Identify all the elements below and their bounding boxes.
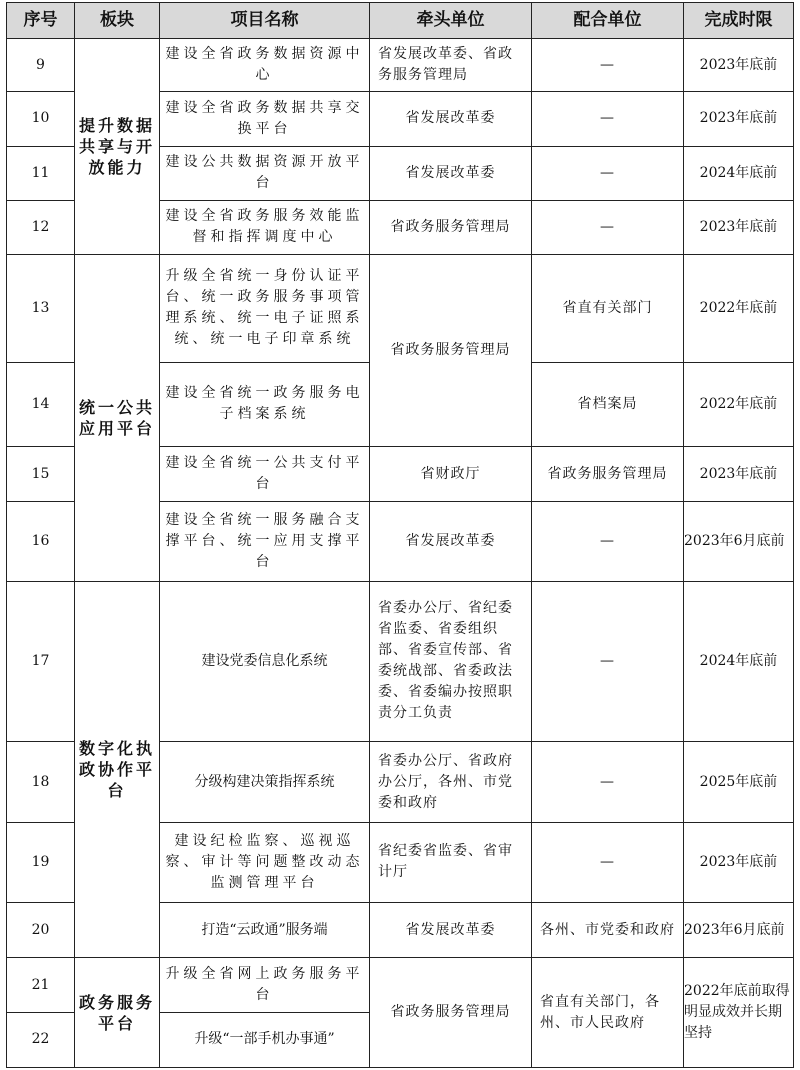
- deadline-cell: 2024年底前: [684, 146, 794, 200]
- deadline-cell: 2023年底前: [684, 92, 794, 146]
- table-row: [7, 581, 794, 742]
- lead-unit-cell: 省发展改革委: [370, 146, 532, 200]
- coop-unit-cell: —: [532, 146, 684, 200]
- deadline-cell: 2023年底前: [684, 200, 794, 254]
- lead-unit-cell: 省发展改革委: [370, 502, 532, 581]
- lead-unit-cell: 省发展改革委: [370, 903, 532, 958]
- seq-cell: 18: [7, 742, 75, 822]
- table-row: [7, 39, 794, 92]
- project-name-cell: 分级构建决策指挥系统: [160, 742, 370, 822]
- header-cell: 配合单位: [532, 3, 684, 39]
- seq-cell: 14: [7, 362, 75, 446]
- deadline-cell: 2023年底前: [684, 446, 794, 501]
- project-name-cell: 建设纪检监察、巡视巡察、审计等问题整改动态监测管理平台: [160, 822, 370, 902]
- lead-unit-cell: 省委办公厅、省政府办公厅，各州、市党委和政府: [370, 742, 532, 822]
- seq-cell: 13: [7, 255, 75, 363]
- coop-unit-cell: 省直有关部门，各州、市人民政府: [532, 958, 684, 1068]
- lead-unit-cell: 省政务服务管理局: [370, 255, 532, 447]
- seq-cell: 16: [7, 502, 75, 581]
- seq-cell: 19: [7, 822, 75, 902]
- seq-cell: 17: [7, 581, 75, 742]
- sector-cell: 统一公共应用平台: [75, 255, 160, 582]
- project-schedule-table: [6, 2, 794, 1068]
- lead-unit-cell: 省财政厅: [370, 446, 532, 501]
- project-name-cell: 打造“云政通”服务端: [160, 903, 370, 958]
- seq-cell: 15: [7, 446, 75, 501]
- deadline-cell: 2022年底前: [684, 362, 794, 446]
- sector-cell: 数字化执政协作平台: [75, 581, 160, 958]
- table-row: [7, 255, 794, 363]
- lead-unit-cell: 省纪委省监委、省审计厅: [370, 822, 532, 902]
- lead-unit-cell: 省政务服务管理局: [370, 958, 532, 1068]
- seq-cell: 9: [7, 39, 75, 92]
- lead-unit-cell: 省委办公厅、省纪委省监委、省委组织部、省委宣传部、省委统战部、省委政法委、省委编办按照职责分工负责: [370, 581, 532, 742]
- header-cell: 序号: [7, 3, 75, 39]
- coop-unit-cell: —: [532, 581, 684, 742]
- coop-unit-cell: 省档案局: [532, 362, 684, 446]
- seq-cell: 20: [7, 903, 75, 958]
- lead-unit-cell: 省政务服务管理局: [370, 200, 532, 254]
- project-name-cell: 升级全省统一身份认证平台、统一政务服务事项管理系统、统一电子证照系统、统一电子印章系统: [160, 255, 370, 363]
- seq-cell: 10: [7, 92, 75, 146]
- table-row: [7, 958, 794, 1012]
- coop-unit-cell: 省直有关部门: [532, 255, 684, 363]
- deadline-cell: 2025年底前: [684, 742, 794, 822]
- header-row: [7, 3, 794, 39]
- deadline-cell: 2023年6月底前: [684, 903, 794, 958]
- deadline-cell: 2024年底前: [684, 581, 794, 742]
- project-name-cell: 升级全省网上政务服务平台: [160, 958, 370, 1012]
- deadline-cell: 2022年底前取得明显成效并长期坚持: [684, 958, 794, 1068]
- coop-unit-cell: —: [532, 742, 684, 822]
- deadline-cell: 2023年6月底前: [684, 502, 794, 581]
- project-name-cell: 建设全省政务数据资源中心: [160, 39, 370, 92]
- coop-unit-cell: —: [532, 502, 684, 581]
- header-cell: 板块: [75, 3, 160, 39]
- project-name-cell: 建设全省政务数据共享交换平台: [160, 92, 370, 146]
- header-cell: 牵头单位: [370, 3, 532, 39]
- project-name-cell: 建设全省政务服务效能监督和指挥调度中心: [160, 200, 370, 254]
- coop-unit-cell: —: [532, 822, 684, 902]
- coop-unit-cell: 各州、市党委和政府: [532, 903, 684, 958]
- lead-unit-cell: 省发展改革委: [370, 92, 532, 146]
- coop-unit-cell: 省政务服务管理局: [532, 446, 684, 501]
- project-name-cell: 建设党委信息化系统: [160, 581, 370, 742]
- project-name-cell: 升级“一部手机办事通”: [160, 1012, 370, 1067]
- seq-cell: 11: [7, 146, 75, 200]
- seq-cell: 21: [7, 958, 75, 1012]
- coop-unit-cell: —: [532, 92, 684, 146]
- deadline-cell: 2022年底前: [684, 255, 794, 363]
- sector-cell: 提升数据共享与开放能力: [75, 39, 160, 255]
- project-name-cell: 建设全省统一公共支付平台: [160, 446, 370, 501]
- header-cell: 项目名称: [160, 3, 370, 39]
- deadline-cell: 2023年底前: [684, 822, 794, 902]
- seq-cell: 12: [7, 200, 75, 254]
- seq-cell: 22: [7, 1012, 75, 1067]
- header-cell: 完成时限: [684, 3, 794, 39]
- lead-unit-cell: 省发展改革委、省政务服务管理局: [370, 39, 532, 92]
- project-name-cell: 建设公共数据资源开放平台: [160, 146, 370, 200]
- coop-unit-cell: —: [532, 39, 684, 92]
- project-name-cell: 建设全省统一政务服务电子档案系统: [160, 362, 370, 446]
- sector-cell: 政务服务平台: [75, 958, 160, 1068]
- project-name-cell: 建设全省统一服务融合支撑平台、统一应用支撑平台: [160, 502, 370, 581]
- deadline-cell: 2023年底前: [684, 39, 794, 92]
- coop-unit-cell: —: [532, 200, 684, 254]
